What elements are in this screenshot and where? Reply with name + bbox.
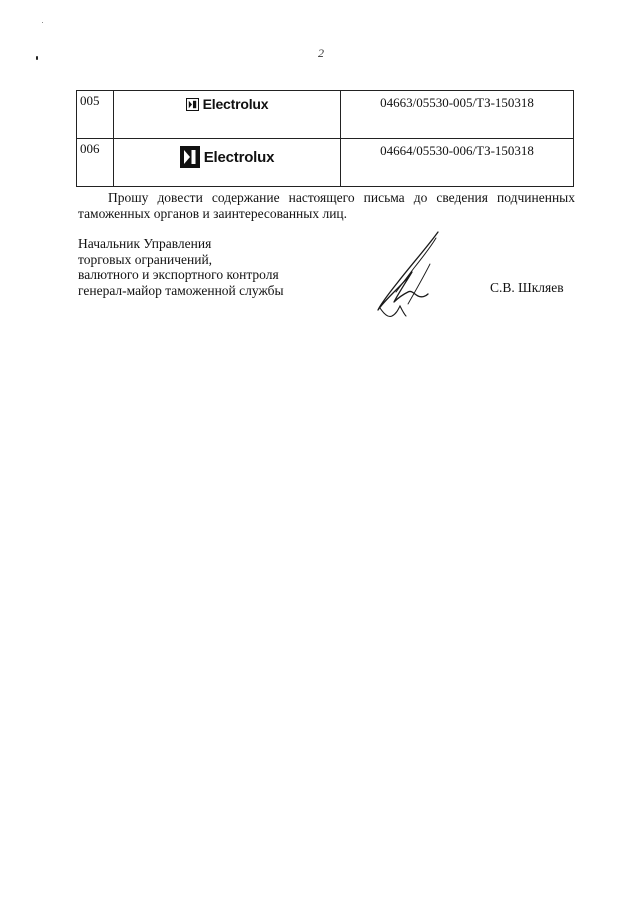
brand-name: Electrolux [202, 96, 269, 112]
electrolux-logo [186, 96, 269, 112]
table-row [77, 139, 574, 187]
table-row [77, 91, 574, 139]
brand-cell [114, 91, 341, 139]
electrolux-logo-icon [186, 98, 199, 111]
letter-paragraph [78, 190, 575, 222]
certificate-number: 04664/05530-006/ТЗ-150318 [341, 139, 574, 187]
signatory-title-line: валютного и экспортного контроля [78, 267, 279, 282]
certificate-number: 04663/05530-005/ТЗ-150318 [341, 91, 574, 139]
electrolux-logo-icon [180, 146, 200, 168]
page-number: 2 [318, 46, 324, 60]
scan-speck [42, 22, 43, 23]
signatory-name: С.В. Шкляев [490, 280, 564, 295]
product-table [76, 90, 574, 187]
signatory-title-line: Начальник Управления [78, 236, 212, 251]
signatory-title-line: торговых ограничений, [78, 251, 213, 267]
handwritten-signature [368, 224, 458, 329]
scan-speck [36, 56, 38, 60]
brand-cell [114, 139, 341, 187]
electrolux-logo [180, 146, 275, 168]
row-code: 006 [77, 139, 114, 187]
brand-name: Electrolux [203, 148, 275, 166]
letter-paragraph-text: Прошу довести содержание настоящего письма до сведения подчиненных таможенных органов и заинтересованных лиц. [78, 190, 575, 221]
signatory-title-line: генерал-майор таможенной службы [78, 282, 284, 298]
row-code: 005 [77, 91, 114, 139]
signatory-title [78, 236, 284, 298]
